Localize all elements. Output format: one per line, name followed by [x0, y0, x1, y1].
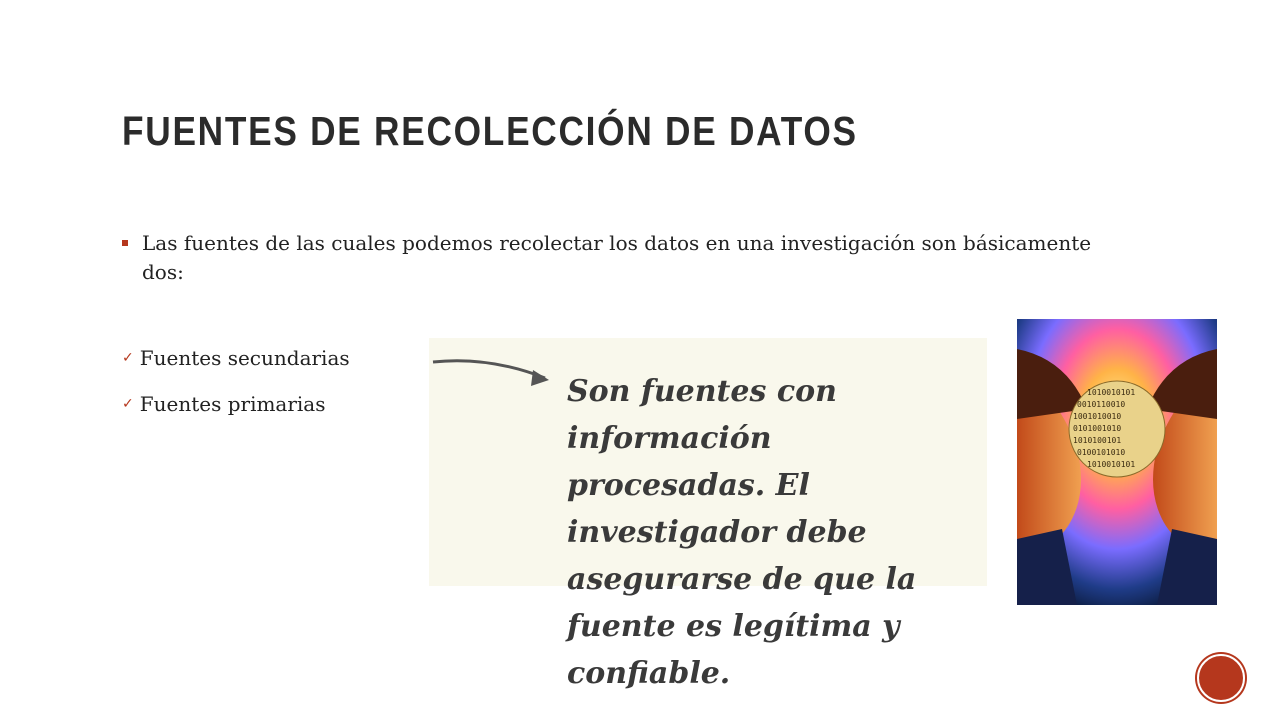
curved-arrow-icon: [429, 348, 559, 398]
check-icon: ✓: [122, 396, 134, 412]
slide-title: FUENTES DE RECOLECCIÓN DE DATOS: [122, 108, 858, 154]
check-icon: ✓: [122, 350, 134, 366]
checklist-item-label: Fuentes secundarias: [139, 346, 350, 370]
checklist-item-secondary: [122, 346, 350, 370]
binary-line: 1010010101: [1087, 388, 1136, 397]
secondary-sources-note: [429, 338, 987, 691]
binary-line: 1001010010: [1073, 412, 1122, 421]
binary-line: 0101001010: [1073, 424, 1122, 433]
intro-bullet-text: Las fuentes de las cuales podemos recolectar los datos en una investigación son básicamente dos:: [142, 231, 1092, 284]
illustration-image: [1017, 319, 1217, 605]
checklist-item-primary: [122, 392, 326, 416]
intro-bullet: [122, 229, 1132, 287]
binary-line: 0010110010: [1077, 400, 1126, 409]
note-text: Son fuentes con información procesadas. El investigador debe asegurarse de que la fuente es legítima y confiable.: [567, 374, 917, 691]
binary-line: 0100101010: [1077, 448, 1126, 457]
checklist-item-label: Fuentes primarias: [139, 392, 326, 416]
square-bullet-icon: [122, 240, 128, 246]
binary-line: 1010100101: [1073, 436, 1122, 445]
next-slide-circle-icon[interactable]: [1197, 654, 1245, 702]
binary-line: 1010010101: [1087, 460, 1136, 469]
